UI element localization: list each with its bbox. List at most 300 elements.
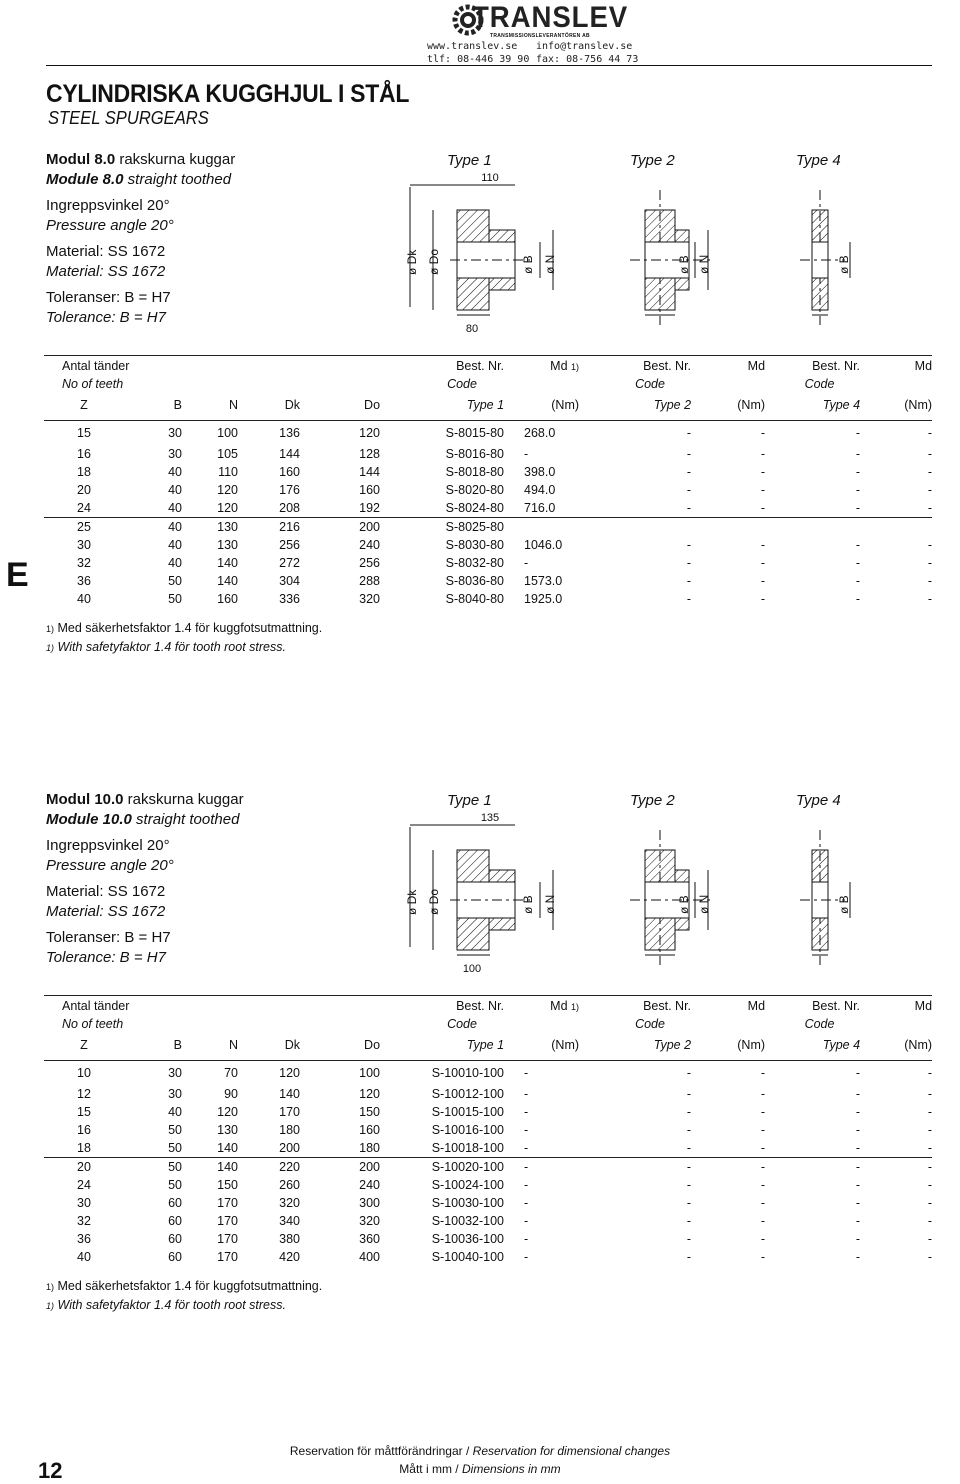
table-cell: - bbox=[524, 1141, 529, 1155]
table-cell: 20 bbox=[77, 483, 91, 497]
column-header: N bbox=[228, 1038, 238, 1052]
column-header: Dk bbox=[284, 1038, 300, 1052]
table-cell: 130 bbox=[217, 1123, 238, 1137]
label-n-type1: ø N bbox=[543, 894, 557, 914]
table-row bbox=[44, 1248, 932, 1266]
table-cell: 716.0 bbox=[524, 501, 556, 515]
table-top-rule bbox=[44, 355, 932, 356]
table-cell: 50 bbox=[168, 1141, 182, 1155]
module-sv: Modul 8.0 rakskurna kuggar bbox=[46, 151, 236, 168]
gear-drawings bbox=[390, 170, 860, 345]
table-cell: - bbox=[927, 1250, 932, 1264]
column-header: Dk bbox=[284, 398, 300, 412]
table-cell: 192 bbox=[359, 501, 380, 515]
table-cell: 1925.0 bbox=[524, 592, 563, 606]
table-cell: - bbox=[524, 1250, 529, 1264]
company-logo bbox=[450, 1, 629, 40]
table-cell: - bbox=[927, 1214, 932, 1228]
table-cell: - bbox=[855, 1160, 860, 1174]
table-cell: 240 bbox=[359, 1178, 380, 1192]
table-cell: 150 bbox=[359, 1105, 380, 1119]
table-row bbox=[44, 421, 932, 445]
type1-label: Type 1 bbox=[447, 152, 492, 169]
table-cell: 50 bbox=[168, 1123, 182, 1137]
table-cell: 340 bbox=[279, 1214, 300, 1228]
table-cell: - bbox=[686, 592, 691, 606]
website-link[interactable]: www.translev.se bbox=[427, 41, 518, 52]
table-cell: - bbox=[686, 1178, 691, 1192]
column-header: N bbox=[228, 398, 238, 412]
label-b-type2: ø B bbox=[677, 895, 691, 914]
table-row bbox=[44, 445, 932, 463]
table-cell: 170 bbox=[217, 1196, 238, 1210]
table-cell: 60 bbox=[168, 1232, 182, 1246]
table-cell: - bbox=[855, 1178, 860, 1192]
table-cell: - bbox=[927, 483, 932, 497]
table-cell: - bbox=[760, 556, 765, 570]
table-cell: - bbox=[524, 1066, 529, 1080]
column-header: B bbox=[173, 398, 182, 412]
table-row bbox=[44, 463, 932, 481]
table-header: Antal tänder Best. Nr. Md 1) Best. Nr. Md Best. Nr. Md No of teeth Code Code Code Z B N Dk Do Type 1 (Nm) Type 2 (Nm) Type 4 (Nm) bbox=[44, 997, 932, 1057]
table-cell: 110 bbox=[218, 465, 238, 479]
table-cell: 180 bbox=[279, 1123, 300, 1137]
table-cell: S-10018-100 bbox=[431, 1141, 504, 1155]
table-cell: - bbox=[760, 538, 765, 552]
table-cell: - bbox=[760, 1250, 765, 1264]
column-header: (Nm) bbox=[551, 398, 580, 412]
table-cell: 130 bbox=[217, 520, 238, 534]
column-header: Type 4 bbox=[822, 1038, 861, 1052]
column-header: Do bbox=[364, 398, 381, 412]
table-cell: - bbox=[686, 1123, 691, 1137]
table-cell: - bbox=[927, 447, 932, 461]
table-cell: 268.0 bbox=[524, 426, 556, 440]
table-cell: 40 bbox=[168, 483, 182, 497]
table-cell: - bbox=[927, 1196, 932, 1210]
table-cell: - bbox=[686, 556, 691, 570]
table-cell: 170 bbox=[279, 1105, 300, 1119]
table-cell: - bbox=[855, 426, 860, 440]
type2-label: Type 2 bbox=[630, 152, 675, 169]
table-cell: - bbox=[686, 465, 691, 479]
table-row bbox=[44, 554, 932, 572]
table-row bbox=[44, 1176, 932, 1194]
pressure-angle-en: Pressure angle 20° bbox=[46, 217, 174, 234]
table-row bbox=[44, 1085, 932, 1103]
table-cell: - bbox=[927, 556, 932, 570]
table-cell: 140 bbox=[217, 556, 238, 570]
table-cell: 20 bbox=[77, 1160, 91, 1174]
table-cell: - bbox=[855, 538, 860, 552]
table-cell: 150 bbox=[217, 1178, 238, 1192]
table-cell: 100 bbox=[359, 1066, 380, 1080]
table-cell: 40 bbox=[168, 520, 182, 534]
material-en: Material: SS 1672 bbox=[46, 263, 166, 280]
table-cell: S-10024-100 bbox=[431, 1178, 504, 1192]
gear-table bbox=[44, 421, 932, 608]
footer-text: Reservation för måttförändringar / Reservation for dimensional changes Mått i mm / Dimensions in mm bbox=[289, 1444, 671, 1476]
table-row bbox=[44, 1103, 932, 1121]
table-cell: - bbox=[686, 1214, 691, 1228]
table-cell: 494.0 bbox=[524, 483, 556, 497]
table-cell: 170 bbox=[217, 1250, 238, 1264]
table-row bbox=[44, 1230, 932, 1248]
column-header: (Nm) bbox=[737, 1038, 766, 1052]
table-cell: 40 bbox=[168, 501, 182, 515]
table-cell: 1046.0 bbox=[524, 538, 563, 552]
type1-label: Type 1 bbox=[447, 792, 492, 809]
table-cell: - bbox=[855, 1141, 860, 1155]
label-b-type4: ø B bbox=[837, 255, 851, 274]
table-cell: S-10012-100 bbox=[431, 1087, 504, 1101]
column-header: Do bbox=[364, 1038, 381, 1052]
table-cell: 70 bbox=[224, 1066, 238, 1080]
module-sv: Modul 10.0 rakskurna kuggar bbox=[46, 791, 244, 808]
table-cell: 120 bbox=[217, 1105, 238, 1119]
table-cell: S-10015-100 bbox=[431, 1105, 504, 1119]
table-cell: - bbox=[524, 1214, 529, 1228]
table-cell: - bbox=[855, 1214, 860, 1228]
pressure-angle-sv: Ingreppsvinkel 20° bbox=[46, 197, 170, 214]
label-n-type1: ø N bbox=[543, 254, 557, 274]
table-cell: - bbox=[927, 1232, 932, 1246]
table-row bbox=[44, 1121, 932, 1139]
table-header: Antal tänder Best. Nr. Md 1) Best. Nr. Md Best. Nr. Md No of teeth Code Code Code Z B N Dk Do Type 1 (Nm) Type 2 (Nm) Type 4 (Nm) bbox=[44, 357, 932, 417]
table-cell: - bbox=[686, 1250, 691, 1264]
table-cell: 128 bbox=[359, 447, 380, 461]
table-cell: 300 bbox=[359, 1196, 380, 1210]
table-cell: 40 bbox=[168, 465, 182, 479]
table-cell: - bbox=[760, 1141, 765, 1155]
table-cell: 304 bbox=[279, 574, 300, 588]
material-sv: Material: SS 1672 bbox=[46, 243, 166, 260]
table-cell: 120 bbox=[279, 1066, 300, 1080]
table-cell: 32 bbox=[77, 1214, 91, 1228]
table-cell: 60 bbox=[168, 1214, 182, 1228]
contact-left bbox=[427, 40, 529, 66]
module-en: Module 10.0 straight toothed bbox=[46, 811, 240, 828]
table-cell: S-10020-100 bbox=[431, 1160, 504, 1174]
pressure-angle-en: Pressure angle 20° bbox=[46, 857, 174, 874]
table-cell: 240 bbox=[359, 538, 380, 552]
table-cell: 50 bbox=[168, 574, 182, 588]
table-cell bbox=[504, 518, 579, 537]
table-row bbox=[44, 1139, 932, 1158]
table-cell: - bbox=[855, 1232, 860, 1246]
table-cell: 15 bbox=[77, 1105, 91, 1119]
table-cell: 144 bbox=[359, 465, 380, 479]
table-cell: - bbox=[686, 574, 691, 588]
table-cell: S-8015-80 bbox=[445, 426, 504, 440]
table-cell bbox=[579, 518, 691, 537]
table-cell: 398.0 bbox=[524, 465, 556, 479]
type4-label: Type 4 bbox=[796, 792, 841, 809]
table-row bbox=[44, 481, 932, 499]
dimension-face-width: 100 bbox=[462, 963, 482, 975]
table-cell: 60 bbox=[168, 1196, 182, 1210]
table-cell: 160 bbox=[359, 1123, 380, 1137]
column-header: (Nm) bbox=[737, 398, 766, 412]
table-top-rule bbox=[44, 995, 932, 996]
table-cell: 30 bbox=[168, 1066, 182, 1080]
table-cell: S-8018-80 bbox=[445, 465, 504, 479]
tolerance-en: Tolerance: B = H7 bbox=[46, 949, 166, 966]
footnote: 1) Med säkerhetsfaktor 1.4 för kuggfotsutmattning. 1) With safetyfaktor 1.4 för tooth root stress. bbox=[46, 1279, 323, 1312]
table-cell: 120 bbox=[359, 426, 380, 440]
table-cell: - bbox=[927, 592, 932, 606]
table-cell: - bbox=[855, 1250, 860, 1264]
table-cell: - bbox=[760, 1087, 765, 1101]
table-cell: - bbox=[686, 538, 691, 552]
spec-block bbox=[46, 790, 244, 968]
table-cell: - bbox=[855, 1087, 860, 1101]
page-title: CYLINDRISKA KUGGHJUL I STÅL bbox=[46, 80, 410, 108]
table-row bbox=[44, 590, 932, 608]
table-cell: 12 bbox=[77, 1087, 91, 1101]
table-cell: 272 bbox=[279, 556, 300, 570]
label-n-type2: ø N bbox=[697, 894, 711, 914]
table-cell: 336 bbox=[279, 592, 300, 606]
table-cell: - bbox=[855, 1196, 860, 1210]
table-cell: 320 bbox=[359, 592, 380, 606]
table-cell: 40 bbox=[168, 538, 182, 552]
table-cell: 18 bbox=[77, 1141, 91, 1155]
table-cell: 15 bbox=[77, 426, 91, 440]
page-subtitle: STEEL SPURGEARS bbox=[48, 108, 209, 128]
table-row bbox=[44, 1194, 932, 1212]
table-cell: - bbox=[855, 465, 860, 479]
column-header: Type 4 bbox=[822, 398, 861, 412]
table-row bbox=[44, 572, 932, 590]
table-cell: - bbox=[760, 1123, 765, 1137]
table-cell: 40 bbox=[77, 592, 91, 606]
table-cell: - bbox=[760, 1232, 765, 1246]
table-cell: - bbox=[927, 1160, 932, 1174]
tolerance-sv: Toleranser: B = H7 bbox=[46, 289, 171, 306]
table-cell: - bbox=[686, 501, 691, 515]
table-cell: 160 bbox=[359, 483, 380, 497]
module-en: Module 8.0 straight toothed bbox=[46, 171, 232, 188]
table-cell: 50 bbox=[168, 592, 182, 606]
fax-number: fax: 08-756 44 73 bbox=[536, 54, 639, 65]
table-cell: - bbox=[760, 426, 765, 440]
table-cell: 136 bbox=[279, 426, 300, 440]
module-section-10 bbox=[0, 790, 960, 1310]
table-cell: 160 bbox=[217, 592, 238, 606]
table-cell: 400 bbox=[359, 1250, 380, 1264]
table-cell: - bbox=[855, 483, 860, 497]
table-cell: 105 bbox=[217, 447, 238, 461]
table-cell: - bbox=[524, 1087, 529, 1101]
table-cell: 30 bbox=[168, 1087, 182, 1101]
table-cell: 260 bbox=[279, 1178, 300, 1192]
dimension-hub-length: 110 bbox=[481, 172, 499, 184]
table-row bbox=[44, 1061, 932, 1085]
table-cell: - bbox=[686, 1066, 691, 1080]
table-cell: 288 bbox=[359, 574, 380, 588]
table-cell: S-10036-100 bbox=[431, 1232, 504, 1246]
table-cell: 216 bbox=[279, 520, 300, 534]
table-cell: 170 bbox=[217, 1214, 238, 1228]
table-cell: - bbox=[927, 1087, 932, 1101]
column-header: Type 2 bbox=[653, 1038, 692, 1052]
phone-number: tlf: 08-446 39 90 bbox=[427, 54, 530, 65]
table-row bbox=[44, 499, 932, 518]
table-cell: - bbox=[524, 1123, 529, 1137]
table-cell: 18 bbox=[77, 465, 91, 479]
table-cell: - bbox=[855, 1123, 860, 1137]
table-cell: - bbox=[855, 556, 860, 570]
table-cell: - bbox=[927, 1105, 932, 1119]
logo-subtext: TRANSMISSIONSLEVERANTÖREN AB bbox=[490, 33, 590, 39]
gear-table bbox=[44, 1061, 932, 1266]
table-cell: S-10016-100 bbox=[431, 1123, 504, 1137]
table-cell: 30 bbox=[168, 447, 182, 461]
table-cell: 180 bbox=[359, 1141, 380, 1155]
table-cell: 130 bbox=[217, 538, 238, 552]
module-section-8 bbox=[0, 150, 960, 654]
table-cell: 30 bbox=[77, 538, 91, 552]
pressure-angle-sv: Ingreppsvinkel 20° bbox=[46, 837, 170, 854]
tolerance-sv: Toleranser: B = H7 bbox=[46, 929, 171, 946]
table-cell: - bbox=[686, 1105, 691, 1119]
table-cell: - bbox=[686, 1232, 691, 1246]
label-b-type1: ø B bbox=[521, 895, 535, 914]
table-cell bbox=[765, 518, 860, 537]
table-cell: 176 bbox=[279, 483, 300, 497]
table-cell: - bbox=[524, 1160, 529, 1174]
table-cell: - bbox=[855, 447, 860, 461]
table-cell: - bbox=[760, 501, 765, 515]
column-header: Type 1 bbox=[466, 1038, 505, 1052]
table-cell: 120 bbox=[359, 1087, 380, 1101]
table-cell: - bbox=[855, 1105, 860, 1119]
table-cell: - bbox=[927, 574, 932, 588]
dimension-face-width: 80 bbox=[465, 323, 479, 335]
table-cell: - bbox=[686, 447, 691, 461]
column-header: (Nm) bbox=[551, 1038, 580, 1052]
table-cell: - bbox=[686, 1196, 691, 1210]
table-cell: - bbox=[760, 447, 765, 461]
table-cell: - bbox=[686, 1141, 691, 1155]
table-cell: - bbox=[760, 1196, 765, 1210]
table-cell: - bbox=[524, 1232, 529, 1246]
table-cell: - bbox=[927, 501, 932, 515]
table-cell: 320 bbox=[279, 1196, 300, 1210]
footnote: 1) Med säkerhetsfaktor 1.4 för kuggfotsutmattning. 1) With safetyfaktor 1.4 för tooth root stress. bbox=[46, 621, 323, 654]
table-row bbox=[44, 1212, 932, 1230]
label-n-type2: ø N bbox=[697, 254, 711, 274]
table-cell: - bbox=[686, 426, 691, 440]
table-cell: 40 bbox=[168, 1105, 182, 1119]
table-cell: 120 bbox=[217, 501, 238, 515]
table-cell: - bbox=[927, 1141, 932, 1155]
column-header: Type 2 bbox=[653, 398, 692, 412]
table-cell bbox=[691, 518, 765, 537]
table-row bbox=[44, 536, 932, 554]
column-header: Z bbox=[80, 398, 88, 412]
table-cell: S-8016-80 bbox=[445, 447, 504, 461]
table-cell: 220 bbox=[279, 1160, 300, 1174]
label-do: ø Do bbox=[427, 248, 441, 275]
type4-label: Type 4 bbox=[796, 152, 841, 169]
table-cell: - bbox=[760, 1160, 765, 1174]
table-row bbox=[44, 1158, 932, 1177]
table-cell: - bbox=[760, 1066, 765, 1080]
table-cell: 16 bbox=[77, 1123, 91, 1137]
table-cell: 50 bbox=[168, 1178, 182, 1192]
table-cell: - bbox=[855, 1066, 860, 1080]
material-sv: Material: SS 1672 bbox=[46, 883, 166, 900]
table-cell: 144 bbox=[279, 447, 300, 461]
table-cell: 36 bbox=[77, 574, 91, 588]
table-cell: 10 bbox=[77, 1066, 91, 1080]
tolerance-en: Tolerance: B = H7 bbox=[46, 309, 166, 326]
column-header: (Nm) bbox=[904, 398, 933, 412]
label-b-type1: ø B bbox=[521, 255, 535, 274]
table-cell: - bbox=[524, 1105, 529, 1119]
table-cell: - bbox=[686, 483, 691, 497]
table-cell: 140 bbox=[279, 1087, 300, 1101]
logo-text: TRANSLEV bbox=[472, 1, 629, 34]
table-cell: 24 bbox=[77, 501, 91, 515]
table-cell: - bbox=[927, 1123, 932, 1137]
table-cell: - bbox=[686, 1087, 691, 1101]
section-tab-letter: E bbox=[6, 556, 29, 594]
table-cell: - bbox=[927, 1178, 932, 1192]
email-link[interactable]: info@translev.se bbox=[536, 41, 633, 52]
table-cell: 140 bbox=[217, 1160, 238, 1174]
table-cell: 420 bbox=[279, 1250, 300, 1264]
header-rule bbox=[46, 65, 932, 66]
table-cell: 60 bbox=[168, 1250, 182, 1264]
table-cell: - bbox=[760, 483, 765, 497]
table-cell: 208 bbox=[279, 501, 300, 515]
table-cell: - bbox=[760, 592, 765, 606]
table-cell: - bbox=[927, 1066, 932, 1080]
table-cell: 256 bbox=[279, 538, 300, 552]
table-cell: S-8025-80 bbox=[445, 520, 504, 534]
table-cell: S-8030-80 bbox=[445, 538, 504, 552]
table-cell: S-8024-80 bbox=[445, 501, 504, 515]
table-cell: - bbox=[760, 1214, 765, 1228]
table-cell: S-8036-80 bbox=[445, 574, 504, 588]
material-en: Material: SS 1672 bbox=[46, 903, 166, 920]
dimension-hub-length: 135 bbox=[480, 812, 500, 824]
table-cell: 24 bbox=[77, 1178, 91, 1192]
contact-right bbox=[536, 40, 638, 66]
table-cell: 50 bbox=[168, 1160, 182, 1174]
table-cell: 170 bbox=[217, 1232, 238, 1246]
table-cell: 36 bbox=[77, 1232, 91, 1246]
table-cell: 256 bbox=[359, 556, 380, 570]
table-cell: 380 bbox=[279, 1232, 300, 1246]
table-cell: 100 bbox=[217, 426, 238, 440]
table-cell: 320 bbox=[359, 1214, 380, 1228]
label-dk: ø Dk bbox=[405, 889, 419, 915]
table-cell: - bbox=[524, 1178, 529, 1192]
table-cell: - bbox=[760, 465, 765, 479]
column-header: (Nm) bbox=[904, 1038, 933, 1052]
spec-block bbox=[46, 150, 235, 328]
table-cell: 32 bbox=[77, 556, 91, 570]
table-cell: - bbox=[760, 574, 765, 588]
table-cell: - bbox=[927, 538, 932, 552]
table-cell: 30 bbox=[77, 1196, 91, 1210]
table-cell: S-10010-100 bbox=[431, 1066, 504, 1080]
table-cell: - bbox=[524, 447, 529, 461]
